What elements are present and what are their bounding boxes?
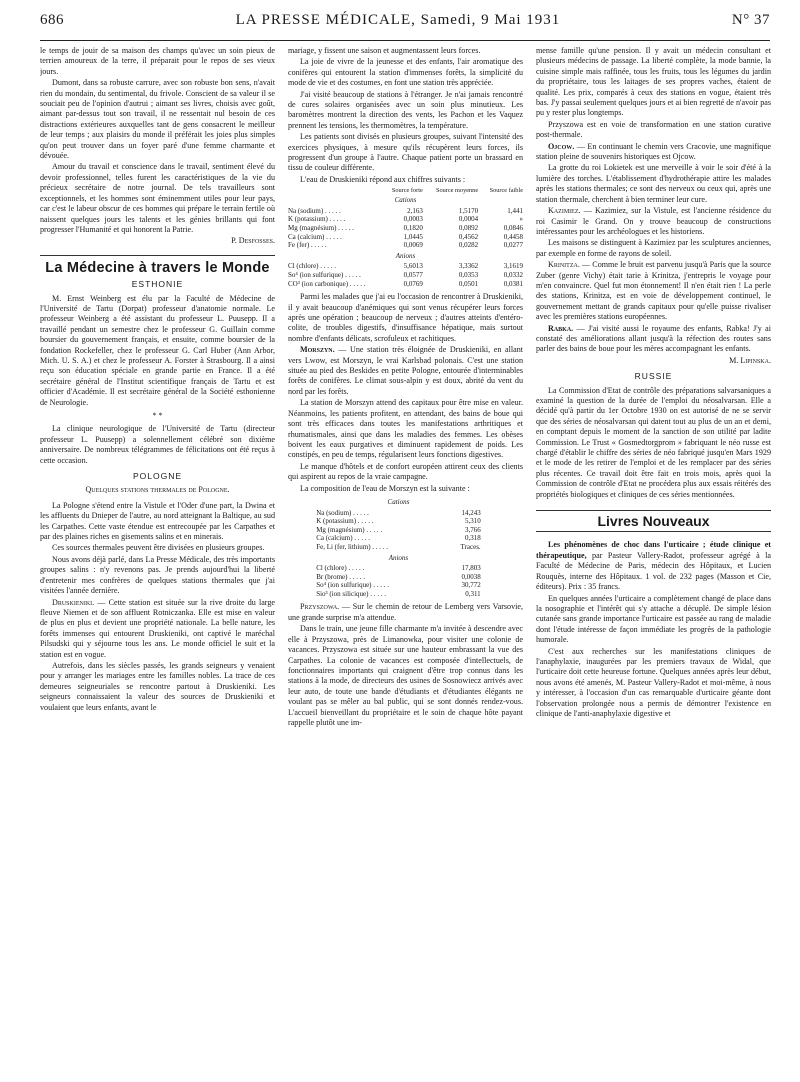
paragraph	[288, 602, 523, 623]
table-label: So⁴ (ion sulfurique) . . . . .	[288, 271, 361, 280]
table-value: 30,772	[461, 581, 481, 590]
table-row	[316, 543, 481, 552]
table-value: 1,5170	[458, 206, 479, 215]
table-value: 0,4458	[503, 232, 523, 241]
page-number: 686	[40, 12, 64, 28]
table-value: 0,318	[464, 534, 481, 543]
paragraph	[288, 345, 523, 397]
page-header	[40, 12, 770, 38]
table-label: So⁴ (ion sulfurique) . . . . .	[316, 581, 390, 590]
paragraph: Parmi les malades que j'ai eu l'occasion de rencontrer à Druskieniki, il y avait beaucoup d'anémiques qui sont venus récupérer leurs forces après une opération ; beaucoup de nerveux ; d'autres atteints d'entéro-colite, de troubles digestifs, d'insuffisance hépatique, mais surtout nombre d'enfants délicats, scrofuleux et rachitiques.	[288, 292, 523, 343]
table-row	[316, 526, 481, 535]
table-value: 0,1820	[403, 224, 423, 233]
composition-table-druskieniki	[288, 187, 523, 288]
table-value: 0,0004	[458, 215, 479, 224]
table-row	[316, 517, 481, 526]
table-row	[288, 224, 523, 233]
country-heading-estonie: ESTHONIE	[131, 279, 184, 290]
table-value: 14,243	[461, 508, 481, 517]
country-heading-russie: RUSSIE	[634, 371, 673, 382]
column-header: Source moyenne	[435, 187, 479, 195]
table-value: 0,0846	[503, 224, 523, 233]
paragraph-text: — En continuant le chemin vers Cracovie, une magnifique station pleine de souvenirs historiques est Ojcow.	[536, 141, 771, 162]
table-label: Ca (calcium) . . . . .	[316, 534, 371, 543]
paragraph: M. Ernst Weinberg est élu par la Faculté de Médecine de l'Université de Tartu (Dorpat) professeur d'anatomie normale. Le professeur Weinberg a été assistant du professeur L. Puusepp. Il a travaillé pendant un semestre chez le professeur G. Guillain comme boursier du gouvernement français, et ensuite, comme boursier de la fondation Rockefeller, chez le professeur G. Carl Huber (Ann Arbor, Mich. U. S. A.) et chez le professeur A. Forster à Strasbourg. Il a ainsi reçu son éducation spéciale en grande partie en France. Il a été secrétaire général de l'Institut scientifique français de Tartu et est officier d'Académie. Il est secrétaire général de la Société esthonienne de Neurologie.	[40, 293, 275, 407]
book-title: Les phénomènes de choc dans l'urticaire ; étude clinique et thérapeutique,	[536, 540, 771, 560]
group-label: Cations	[387, 497, 410, 506]
table-row	[316, 534, 481, 543]
composition-table-morszyn	[316, 496, 481, 599]
table-label: Mg (magnésium) . . . . .	[288, 224, 354, 233]
table-label: Mg (magnésium) . . . . .	[316, 525, 383, 534]
table-value: 3,3362	[458, 262, 479, 271]
table-value: 0,0038	[461, 572, 481, 581]
column-header: Source forte	[391, 187, 423, 195]
table-value: 0,0332	[503, 271, 523, 280]
separator-stars: * *	[152, 411, 163, 420]
table-value: 0,0353	[458, 271, 479, 280]
paragraph	[536, 142, 771, 163]
table-value: 0,0577	[403, 271, 423, 280]
book-reference	[536, 540, 771, 592]
paragraph	[40, 598, 275, 660]
group-label: Cations	[394, 196, 417, 205]
table-value: 0,0003	[403, 215, 423, 224]
paragraph: le temps de jouir de sa maison des champs qu'avec un soin pieux de terrien amoureux de la terre, il préparait pour le repos de ses vieux jours.	[40, 46, 275, 76]
table-row	[316, 509, 481, 518]
paragraph: Przyszowa est en voie de transformation en une station curative post-thermale.	[536, 119, 771, 140]
paragraph: En quelques années l'urticaire a complètement changé de place dans la nosographie et l'intérêt qui s'y attache a décuplé. De simple lésion cutanée sans grande importance l'urticaire est passée au rang de maladie dont l'étude intéresse de façon immédiate les progrès de la pathologie humorale.	[536, 593, 771, 645]
paragraph	[536, 260, 771, 322]
table-value: »	[519, 215, 523, 224]
table-value: 5,6013	[403, 262, 423, 271]
table-row	[288, 262, 523, 271]
paragraph-text: — Comme le bruit est parvenu jusqu'à Paris que la source Zuber (genre Vichy) était tarie à Krinitza, j'entrepris le voyage pour m'en convaincre. Quel fut mon étonnement! Il n'en était rien ! La perle des stations, Krinitza, est en voie de développement continuel, le gouvernement mettant de grands capitaux pour qu'elle puisse rivaliser avec les premières stations européennes.	[536, 260, 771, 322]
paragraph-text: — J'ai visité aussi le royaume des enfants, Rabka! J'y ai constaté des améliorations allant jusqu'à la réfection des routes sans parler des bains de boue pour les mères accompagnant les enfants.	[536, 323, 771, 354]
table-label: Sio³ (ion silicique) . . . . .	[316, 589, 386, 598]
table-value: 2,163	[407, 206, 423, 215]
header-rule	[40, 40, 770, 41]
table-label: Br (brome) . . . . .	[316, 572, 365, 581]
table-header-row	[288, 187, 523, 194]
subsection-title: Quelques stations thermales de Pologne.	[85, 485, 230, 495]
table-label: Cl (chlore) . . . . .	[288, 262, 337, 271]
table-row	[288, 207, 523, 216]
paragraph: J'ai visité beaucoup de stations à l'étranger. Je n'ai jamais rencontré de cures solaires organisées avec un soin plus minutieux. Les baromètres montrent la direction des vents, les Pachon et les Vaquez prennent les tensions, les thermomètres, la température.	[288, 89, 523, 130]
table-value: 0,4562	[458, 232, 479, 241]
table-value: 0,311	[465, 589, 481, 598]
station-name: Ojcow.	[548, 141, 575, 151]
paragraph: C'est aux recherches sur les manifestations cliniques de l'anaphylaxie, inaugurées par les premiers travaux de Widal, que l'urticaire doit cette heureuse fortune. Quelques années après leur début, nous avons été amenés, M. Pasteur Vallery-Radot et moi-même, à nous y intéresser, à l'occasion d'un cas remarquable d'urticaire géante dont l'observation prolongée nous a permis de démontrer l'existence en clinique de l'anti-anaphylaxie digestive et	[536, 646, 771, 718]
paragraph: La composition de l'eau de Morszyn est la suivante :	[300, 483, 470, 493]
table-value: 3,766	[464, 525, 481, 534]
table-value: 1,0445	[403, 232, 423, 241]
table-value: 0,0282	[458, 241, 479, 250]
table-value: 0,0277	[503, 241, 523, 250]
table-value: Traces.	[460, 542, 481, 551]
table-label: Cl (chlore) . . . . .	[316, 564, 365, 573]
paragraph: mariage, y fissent une saison et augmentassent leurs forces.	[288, 46, 481, 55]
paragraph: L'eau de Druskieniki répond aux chiffres suivants :	[300, 174, 466, 184]
table-row	[288, 233, 523, 242]
table-label: K (potassium) . . . . .	[288, 215, 346, 224]
paragraph: Autrefois, dans les siècles passés, les grands seigneurs y venaient pour y arranger les mariages entre les familles nobles. La trace de ces demeures seigneuriales se rencontre partout à Druskieniki. Les seigneurs connaissaient la valeur des sources de Druskieniki et voulaient que leurs enfants, avant le	[40, 660, 275, 712]
journal-title: LA PRESSE MÉDICALE, Samedi, 9 Mai 1931	[235, 12, 561, 28]
signature: M. Lipinska.	[729, 355, 771, 365]
paragraph	[536, 324, 771, 355]
paragraph: La Commission d'Etat de contrôle des préparations salvarsaniques a examiné la question de la durée de l'emploi du néosalvarsan. Elle a décidé qu'à partir du 1er Octobre 1930 on est autorisé de ne se servir que des séries de néosalvarsan qui datent tout au plus de un an et demi, en comptant depuis le moment de la sanction de son utilité par ladite Commission. Le Trust « Gosmedtorgprom » fabriquant le néo russe est chargé d'établir le chiffre des séries de néo fabriqué jusqu'en Mars 1929 et le mode de les retirer de l'emploi et de les remplacer par des séries plus récentes. Ce travail doit être fait en trois mois, après quoi la Commission de contrôle d'Etat ne procédera plus aux essais réitérés des propriétés biologiques et cliniques de ces séries mentionnées.	[536, 385, 771, 499]
station-name: Rabka.	[548, 323, 574, 333]
table-row	[316, 573, 481, 582]
section-title-livres: Livres Nouveaux	[536, 510, 771, 532]
table-label: K (potassium) . . . . .	[316, 517, 374, 526]
paragraph: Ces sources thermales peuvent être divisées en plusieurs groupes.	[52, 543, 265, 553]
station-name: Kazimiez.	[548, 206, 581, 216]
column-header: Source faible	[489, 187, 523, 195]
table-value: 0,0381	[503, 279, 523, 288]
paragraph: Le manque d'hôtels et de confort européen attirent ceux des clients qui aspirent au repos de la vraie campagne.	[288, 461, 523, 482]
paragraph: Dans le train, une jeune fille charmante m'a invitée à descendre avec elle à Przyszowa, près de Limanowka, pour visiter une colonie de vacances. Przyszowa est située sur une hauteur embrassant la vue des Carpathes. La colonie de vacances est composée d'intellectuels, de fonctionnaires importants qui craignent d'être trop connus dans les stations à la mode, de directeurs des usines de Sosnowiecz arrivés avec leur auto, de toute une bande d'étudiants et d'étudiantes élégants ne voulant pas se mêler au bal public, qui se sont donnés rendez-vous. L'accueil bienveillant du propriétaire et le soin de chaque hôte payant rappelle plutôt une im-	[288, 624, 523, 727]
paragraph: La station de Morszyn attend des capitaux pour être mise en valeur. Néanmoins, les patients profitent, en attendant, des bains de boue qui sont très efficaces dans toutes les manifestations arthritiques et rhumatismales, ainsi que dans les maladies des femmes. Les obèses boivent les eaux purgatives et diminuent rapidement de poids. Les constipés, en peu de temps, régularisent leurs fonctions digestives.	[288, 398, 523, 460]
paragraph: Les maisons se distinguent à Kazimiez par les sculptures anciennes, par exemple en forme de rayons de soleil.	[536, 238, 771, 258]
column-2	[288, 46, 523, 1076]
paragraph: Amour du travail et conscience dans le travail, sentiment élevé du devoir professionnel, telles furent les caractéristiques de la vie du précieux secrétaire de notre journal. De tels travailleurs sont exceptionnels, et les hommes sont éminemment utiles pour leur pays, car c'est le labeur obscur de ces hommes qui prépare le terrain fertile où naissent quelques jours les talents et les génies brillants qui font progresser l'Humanité et qui honorent la Patrie.	[40, 162, 275, 234]
table-value: 5,310	[464, 517, 481, 526]
table-value: 0,0892	[458, 224, 479, 233]
country-heading-pologne: POLOGNE	[132, 471, 183, 482]
station-name: Morszyn.	[300, 345, 335, 355]
book-meta: par Pasteur Vallery-Radot, professeur agrégé à la Faculté de Médecine de Paris, médecin des Hôpitaux, et Lucien Rouquès, interne des Hôpitaux. 1 vol. de 232 pages (Masson et Cie, éditeurs). Prix : 35 francs.	[536, 550, 771, 592]
table-row	[288, 280, 523, 289]
table-row	[288, 215, 523, 224]
table-value: 3,1619	[503, 262, 523, 271]
column-3	[536, 46, 771, 1076]
table-label: Fe (fer) . . . . .	[288, 241, 327, 250]
table-value: 0,0769	[403, 279, 423, 288]
paragraph: Dumont, dans sa robuste carrure, avec son robuste bon sens, n'avait rien du mondain, du sentimental, du frivole. Conscient de sa valeur il se souciait peu de l'opinion d'autrui ; aimant ses livres, choisis avec goût, aimant par-dessus tout son travail, il ne ressentait nul besoin de ces distractions extérieures auxquelles tant de gens consacrent le meilleur de leur temps ; aux plaisirs du monde il préférait les joies plus simples qu'on peut trouver dans un foyer paré d'une femme charmante et dévouée.	[40, 78, 275, 161]
station-name: Krinitza.	[548, 260, 580, 270]
table-label: Na (sodium) . . . . .	[288, 206, 341, 215]
table-value: 0,0501	[458, 279, 479, 288]
paragraph-text: — Cette station est située sur la rive droite du large fleuve Niemen et de son affluent Rotniczanka. Elle est mise en valeur de plus en plus et devient une propriété nationale. La belle nature, les forêts immenses qui entourent Druskieniki, ont captivé le maréchal Pilsudski qui y séjourne tous les ans. Le monde officiel le suit et la station est en vogue.	[40, 597, 275, 659]
paragraph: Nous avons déjà parlé, dans La Presse Médicale, des très importants groupes salins : n'y revenons pas. Je prends aujourd'hui la liberté d'entretenir mes confrères de quelques stations thermales que j'ai visitées l'année dernière.	[40, 554, 275, 596]
paragraph-text: — Kazimiez, sur la Vistule, est l'ancienne résidence du roi Casimir le Grand. On y trouve beaucoup de constructions intéressantes pour les archéologues et les historiens.	[536, 206, 771, 236]
section-title: La Médecine à travers le Monde	[40, 255, 275, 273]
table-row	[316, 581, 481, 590]
column-1	[40, 46, 275, 1076]
table-row	[288, 241, 523, 250]
table-label: CO³ (ion carbonique) . . . . .	[288, 279, 366, 288]
paragraph: Les patients sont divisés en plusieurs groupes, suivant l'intensité des exercices physiques, à mesure qu'ils récupèrent leurs forces, ils progressent d'un groupe à l'autre. Chaque patient porte un brassard en tissu de couleur différente.	[288, 132, 523, 173]
paragraph: La Pologne s'étend entre la Vistule et l'Oder d'une part, la Dwina et les affluents du Dnieper de l'autre, au nord atteignant la Baltique, au sud les Carpathes. Cette vaste étendue est entrecoupée par les Carpathes et par des plaines riches en gisements salins et en minerais.	[40, 500, 275, 542]
table-row	[288, 271, 523, 280]
station-name: Druskieniki.	[52, 597, 95, 607]
paragraph-text: — Une station très éloignée de Druskieniki, en allant vers Lwow, est Morszyn, le vrai Karlsbad polonais. C'est une station située au pied des Beskides en petite Pologne, entourée d'interminables forêts de conifères. Le climat sous-alpin y est doux, abrité du vent du nord par les forêts.	[288, 345, 523, 396]
station-name: Przyszowa.	[300, 602, 340, 612]
table-value: 1,441	[507, 206, 523, 215]
signature: P. Desfosses.	[231, 236, 275, 246]
table-value: 17,803	[461, 564, 481, 573]
issue-number: N° 37	[731, 12, 770, 28]
table-row	[316, 590, 481, 599]
paragraph: mense famille qu'une pension. Il y avait un médecin consultant et plusieurs médecins de passage. La liberté complète, la mode bannie, la cuisine simple mais raffinée, tous les fruits, tous les légumes du jardin du propriétaire, tous les laitages de ses propres vaches, étaient de qualité. Les prix, comparés à ceux des stations en vogue, étaient très bas. J'y passai seulement quelques jours et ai bien regretté de n'avoir pas pu y rester plus longtemps.	[536, 46, 771, 118]
group-label: Anions	[395, 251, 416, 260]
paragraph: La clinique neurologique de l'Université de Tartu (directeur professeur L. Puusepp) a solennellement célébré son dixième anniversaire. De nombreux télégrammes de félicitations ont été reçus à cette occasion.	[40, 424, 275, 465]
table-value: 0,0069	[403, 241, 423, 250]
paragraph: La grotte du roi Lokietek est une merveille à voir le soir d'été à la lumière des torches. L'établissement d'hydrothérapie attire les malades après les stations thermales; ce sont des nerveux ou ceux qui, après une station thermale, cherchent à bien terminer leur cure.	[536, 163, 771, 204]
paragraph-text: — Sur le chemin de retour de Lemberg vers Varsovie, une grande surprise m'a attendue.	[288, 602, 523, 622]
table-row	[316, 564, 481, 573]
paragraph: La joie de vivre de la jeunesse et des enfants, l'air aromatique des conifères qui entourent la station d'immenses forêts, la simplicité du mode de vie et des costumes, en font une station très appréciée.	[288, 57, 523, 88]
table-label: Na (sodium) . . . . .	[316, 508, 369, 517]
table-label: Fe, Li (fer, lithium) . . . . .	[316, 542, 389, 551]
table-label: Ca (calcium) . . . . .	[288, 232, 342, 241]
group-label: Anions	[388, 553, 409, 562]
paragraph	[536, 206, 771, 237]
